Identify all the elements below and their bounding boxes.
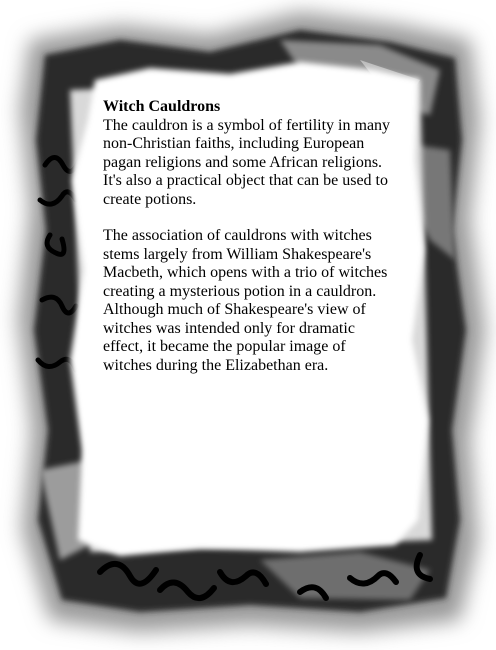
article-paragraph-1: The cauldron is a symbol of fertility in many non-Christian faiths, including European pagan religions and some African religions. It's also a practical object that can be used to create potions. [103, 116, 391, 208]
article-title: Witch Cauldrons [103, 98, 221, 115]
article-paragraph-2: The association of cauldrons with witches stems largely from William Shakespeare's Macbeth, which opens with a trio of witches creating a mysterious potion in a cauldron. Although much of Shakespeare's view of witches was intended only for dramatic effect, it became the popular image of witches during the Elizabethan era. [103, 227, 388, 374]
article [103, 98, 393, 375]
